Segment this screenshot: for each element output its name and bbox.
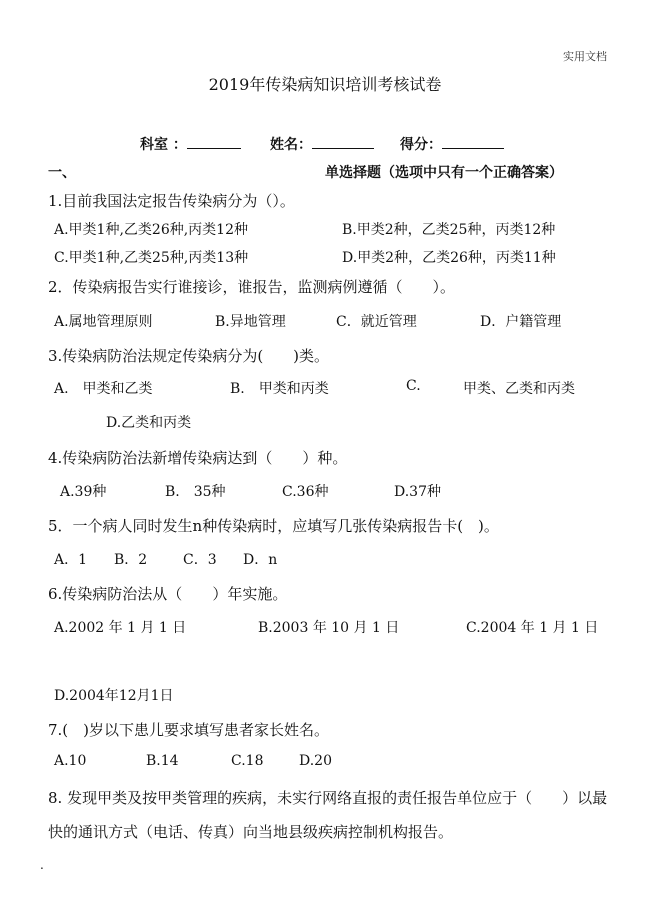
q1-option-d: D.甲类2种，乙类26种，丙类11种 bbox=[342, 250, 556, 266]
q3-option-a: A. 甲类和乙类 bbox=[54, 381, 153, 397]
q6-option-d: D.2004年12月1日 bbox=[54, 688, 174, 704]
q1-option-a: A.甲类1种,乙类26种,丙类12种 bbox=[54, 222, 248, 238]
q6-option-c: C.2004 年 1 月 1 日 bbox=[466, 620, 599, 636]
q7-option-d: D.20 bbox=[299, 753, 332, 769]
q5-option-a: A．1 bbox=[54, 552, 88, 568]
q1-option-c: C.甲类1种,乙类25种,丙类13种 bbox=[54, 250, 249, 266]
q2-option-a: A.属地管理原则 bbox=[54, 314, 153, 330]
header-note: 实用文档 bbox=[563, 50, 607, 63]
section-number: 一、 bbox=[48, 165, 76, 181]
q3-option-d: D.乙类和丙类 bbox=[106, 415, 192, 431]
question-7: 7.( )岁以下患儿要求填写患者家长姓名。 bbox=[48, 721, 330, 739]
question-2: 2．传染病报告实行谁接诊，谁报告，监测病例遵循（ ）。 bbox=[48, 278, 456, 296]
q5-option-c: C．3 bbox=[183, 552, 217, 568]
q3-option-c-text: 甲类、乙类和丙类 bbox=[463, 381, 575, 397]
q5-option-d: D．n bbox=[243, 552, 278, 568]
q4-option-a: A.39种 bbox=[60, 484, 107, 500]
question-4: 4.传染病防治法新增传染病达到（ ）种。 bbox=[48, 449, 348, 467]
q7-option-c: C.18 bbox=[231, 753, 264, 769]
q1-option-b: B.甲类2种，乙类25种，丙类12种 bbox=[342, 222, 556, 238]
q2-option-c: C．就近管理 bbox=[336, 314, 417, 330]
q6-option-a: A.2002 年 1 月 1 日 bbox=[54, 620, 187, 636]
q7-option-a: A.10 bbox=[54, 753, 87, 769]
question-1: 1.目前我国法定报告传染病分为（）。 bbox=[48, 192, 295, 210]
question-6: 6.传染病防治法从（ ）年实施。 bbox=[48, 585, 288, 603]
score-blank bbox=[442, 135, 504, 149]
section-heading: 单选择题（选项中只有一个正确答案） bbox=[325, 165, 563, 181]
page-title: 2019年传染病知识培训考核试卷 bbox=[208, 75, 442, 94]
question-5: 5．一个病人同时发生n种传染病时，应填写几张传染病报告卡( )。 bbox=[48, 517, 499, 535]
q4-option-c: C.36种 bbox=[282, 484, 329, 500]
q2-option-d: D．户籍管理 bbox=[480, 314, 562, 330]
name-blank bbox=[312, 135, 374, 149]
question-3: 3.传染病防治法规定传染病分为( )类。 bbox=[48, 347, 330, 365]
q6-option-b: B.2003 年 10 月 1 日 bbox=[258, 620, 400, 636]
name-field bbox=[270, 134, 374, 154]
q3-option-b: B. 甲类和丙类 bbox=[230, 381, 329, 397]
q4-option-d: D.37种 bbox=[394, 484, 441, 500]
dept-label: 科室 ： bbox=[140, 137, 187, 153]
score-label: 得分： bbox=[400, 137, 442, 153]
q4-option-b: B. 35种 bbox=[165, 484, 226, 500]
dept-field bbox=[140, 134, 241, 154]
dept-blank bbox=[187, 135, 241, 149]
q5-option-b: B．2 bbox=[114, 552, 148, 568]
score-field bbox=[400, 134, 504, 154]
name-label: 姓名： bbox=[270, 137, 312, 153]
question-8: 8. 发现甲类及按甲类管理的疾病，未实行网络直报的责任报告单位应于（ ）以最 bbox=[48, 789, 608, 807]
q7-option-b: B.14 bbox=[146, 753, 179, 769]
footer-dot: . bbox=[40, 858, 44, 872]
q2-option-b: B.异地管理 bbox=[215, 314, 286, 330]
question-8-continued: 快的通讯方式（电话、传真）向当地县级疾病控制机构报告。 bbox=[48, 823, 454, 841]
q3-option-c-letter: C. bbox=[406, 378, 421, 394]
